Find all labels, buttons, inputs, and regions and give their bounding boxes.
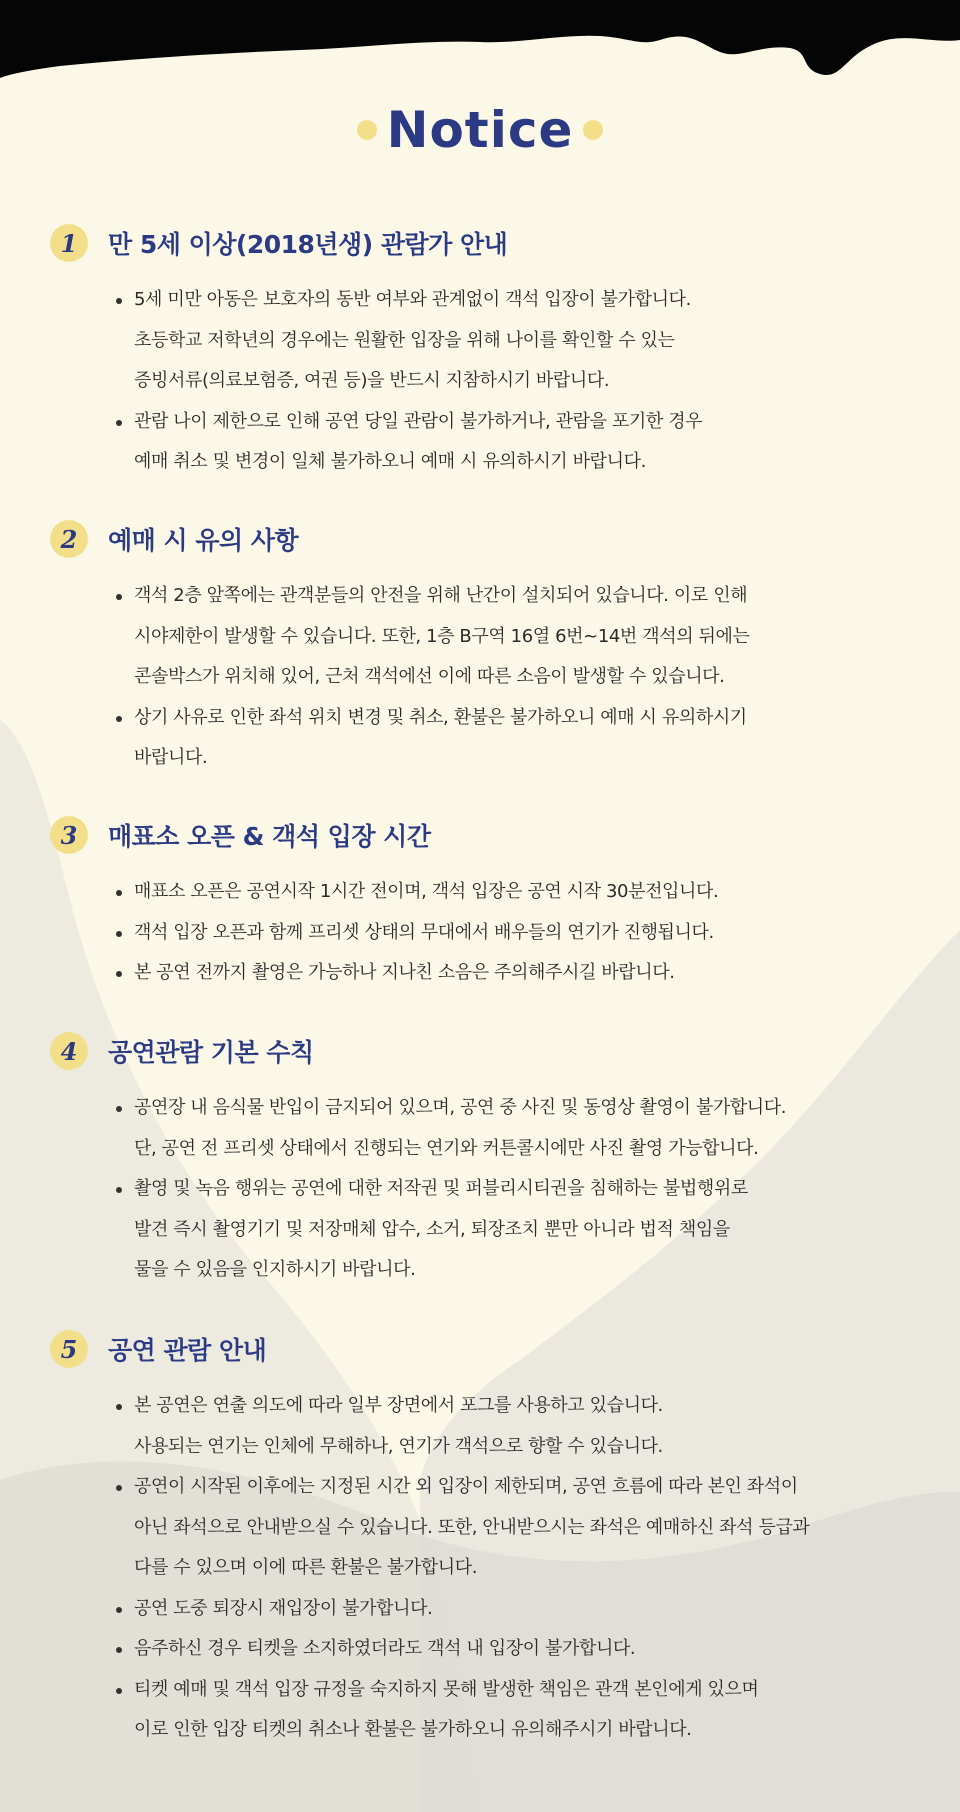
section-number-badge: 1 bbox=[50, 224, 88, 262]
bullet-line: 시야제한이 발생할 수 있습니다. 또한, 1층 B구역 16열 6번~14번 객석의 뒤에는 bbox=[134, 625, 750, 647]
section-number-badge: 3 bbox=[50, 816, 88, 854]
section-1 bbox=[50, 222, 910, 483]
list-item bbox=[114, 913, 910, 954]
bullet-line: 본 공연은 연출 의도에 따라 일부 장면에서 포그를 사용하고 있습니다. bbox=[134, 1395, 663, 1416]
bullet-line: 물을 수 있음을 인지하시기 바랍니다. bbox=[134, 1259, 416, 1280]
bullet-line: 객석 2층 앞쪽에는 관객분들의 안전을 위해 난간이 설치되어 있습니다. 이로 인해 bbox=[134, 585, 748, 606]
list-item bbox=[114, 953, 910, 994]
bullet-line: 콘솔박스가 위치해 있어, 근처 객석에선 이에 따른 소음이 발생할 수 있습니다. bbox=[134, 666, 725, 687]
notice-header bbox=[0, 100, 960, 160]
bullet-line: 음주하신 경우 티켓을 소지하였더라도 객석 내 입장이 불가합니다. bbox=[134, 1638, 636, 1659]
section-title: 공연관람 기본 수칙 bbox=[108, 1038, 314, 1067]
bullet-line: 사용되는 연기는 인체에 무해하나, 연기가 객석으로 향할 수 있습니다. bbox=[134, 1435, 663, 1457]
bullet-line: 초등학교 저학년의 경우에는 원활한 입장을 위해 나이를 확인할 수 있는 bbox=[134, 329, 675, 351]
section-title: 공연 관람 안내 bbox=[108, 1336, 267, 1365]
bullet-line: 매표소 오픈은 공연시작 1시간 전이며, 객석 입장은 공연 시작 30분전입니다. bbox=[134, 881, 719, 902]
list-item bbox=[114, 1467, 910, 1589]
list-item bbox=[114, 402, 910, 483]
bullet-line: 공연이 시작된 이후에는 지정된 시간 외 입장이 제한되며, 공연 흐름에 따라 본인 좌석이 bbox=[134, 1476, 798, 1497]
section-2 bbox=[50, 518, 910, 779]
bullet-line: 상기 사유로 인한 좌석 위치 변경 및 취소, 환불은 불가하오니 예매 시 유의하시기 bbox=[134, 706, 747, 728]
list-item bbox=[114, 1629, 910, 1670]
bullet-line: 관람 나이 제한으로 인해 공연 당일 관람이 불가하거나, 관람을 포기한 경우 bbox=[134, 410, 703, 432]
section-5 bbox=[50, 1328, 910, 1751]
section-title: 만 5세 이상(2018년생) 관람가 안내 bbox=[108, 230, 508, 259]
list-item bbox=[114, 872, 910, 913]
bullet-line: 바랍니다. bbox=[134, 747, 208, 768]
bullet-line: 본 공연 전까지 촬영은 가능하나 지나친 소음은 주의해주시길 바랍니다. bbox=[134, 962, 675, 983]
title-dot-left bbox=[357, 120, 377, 140]
bullet-line: 공연장 내 음식물 반입이 금지되어 있으며, 공연 중 사진 및 동영상 촬영이 불가합니다. bbox=[134, 1097, 787, 1118]
list-item bbox=[114, 280, 910, 402]
list-item bbox=[114, 1589, 910, 1630]
bullet-line: 객석 입장 오픈과 함께 프리셋 상태의 무대에서 배우들의 연기가 진행됩니다. bbox=[134, 921, 714, 943]
list-item bbox=[114, 576, 910, 698]
bullet-line: 발견 즉시 촬영기기 및 저장매체 압수, 소거, 퇴장조치 뿐만 아니라 법적 책임을 bbox=[134, 1218, 730, 1240]
bullet-line: 단, 공연 전 프리셋 상태에서 진행되는 연기와 커튼콜시에만 사진 촬영 가능합니다. bbox=[134, 1137, 759, 1159]
bullet-line: 이로 인한 입장 티켓의 취소나 환불은 불가하오니 유의해주시기 바랍니다. bbox=[134, 1719, 692, 1740]
section-3 bbox=[50, 814, 910, 994]
page-title: Notice bbox=[386, 101, 574, 159]
bullet-line: 아닌 좌석으로 안내받으실 수 있습니다. 또한, 안내받으시는 좌석은 예매하신 좌석 등급과 bbox=[134, 1516, 810, 1538]
title-dot-right bbox=[583, 120, 603, 140]
bullet-line: 예매 취소 및 변경이 일체 불가하오니 예매 시 유의하시기 바랍니다. bbox=[134, 451, 646, 472]
list-item bbox=[114, 1088, 910, 1169]
list-item bbox=[114, 698, 910, 779]
section-title: 매표소 오픈 & 객석 입장 시간 bbox=[108, 822, 431, 851]
section-number-badge: 5 bbox=[50, 1330, 88, 1368]
section-title: 예매 시 유의 사항 bbox=[108, 526, 299, 555]
section-number-badge: 2 bbox=[50, 520, 88, 558]
bullet-line: 5세 미만 아동은 보호자의 동반 여부와 관계없이 객석 입장이 불가합니다. bbox=[134, 289, 691, 310]
section-4 bbox=[50, 1030, 910, 1291]
list-item bbox=[114, 1169, 910, 1291]
bullet-line: 티켓 예매 및 객석 입장 규정을 숙지하지 못해 발생한 책임은 관객 본인에게 있으며 bbox=[134, 1678, 759, 1700]
bullet-line: 촬영 및 녹음 행위는 공연에 대한 저작권 및 퍼블리시티권을 침해하는 불법행위로 bbox=[134, 1178, 748, 1199]
list-item bbox=[114, 1670, 910, 1751]
section-number-badge: 4 bbox=[50, 1032, 88, 1070]
bullet-line: 증빙서류(의료보험증, 여권 등)을 반드시 지참하시기 바랍니다. bbox=[134, 370, 610, 391]
list-item bbox=[114, 1386, 910, 1467]
bullet-line: 다를 수 있으며 이에 따른 환불은 불가합니다. bbox=[134, 1557, 478, 1578]
bullet-line: 공연 도중 퇴장시 재입장이 불가합니다. bbox=[134, 1597, 433, 1619]
